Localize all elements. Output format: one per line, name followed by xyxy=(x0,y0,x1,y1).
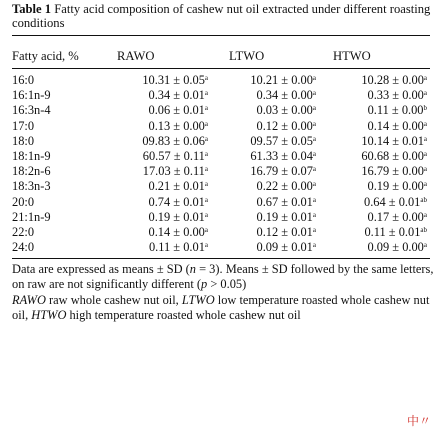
watermark-logo: 中〃 xyxy=(407,414,432,428)
significance-letter: a xyxy=(204,89,208,98)
fatty-acid-cell: 24:0 xyxy=(12,240,35,255)
rawo-cell: 10.31 ± 0.05$^a$ xyxy=(142,73,208,87)
table-row xyxy=(0,103,439,118)
ltwo-cell: 16.79 ± 0.07$^a$ xyxy=(250,164,316,179)
significance-letter: a xyxy=(312,165,316,174)
significance-letter: a xyxy=(312,119,316,128)
ltwo-cell: 0.22 ± 0.00$^a$ xyxy=(256,179,316,194)
significance-letter: a xyxy=(204,165,208,174)
significance-letter: a xyxy=(204,134,208,143)
htwo-cell: 10.14 ± 0.01$^a$ xyxy=(361,133,427,148)
rawo-cell: 0.34 ± 0.01$^a$ xyxy=(148,88,208,103)
ltwo-cell: 10.21 ± 0.00$^a$ xyxy=(250,73,316,87)
table-title: Fatty acid composition of cashew nut oil extracted under different roasting conditions xyxy=(12,2,431,30)
significance-letter: a xyxy=(312,241,316,250)
table-row xyxy=(0,225,439,240)
rawo-cell: 0.13 ± 0.00$^a$ xyxy=(148,118,208,133)
htwo-cell: 0.17 ± 0.00$^a$ xyxy=(367,209,427,224)
significance-letter: a xyxy=(312,74,316,82)
htwo-cell: 10.28 ± 0.00$^a$ xyxy=(361,73,427,87)
fatty-acid-cell: 17:0 xyxy=(12,118,35,133)
significance-letter: a xyxy=(423,210,427,219)
significance-letter: a xyxy=(204,241,208,250)
top-rule xyxy=(12,35,430,36)
htwo-cell: 16.79 ± 0.00$^a$ xyxy=(361,164,427,179)
header-rule xyxy=(12,68,430,69)
significance-letter: a xyxy=(423,119,427,128)
rawo-cell: 0.19 ± 0.01$^a$ xyxy=(148,209,208,224)
htwo-cell: 0.64 ± 0.01$^{ab}$ xyxy=(364,194,427,209)
table-row xyxy=(0,195,439,210)
htwo-cell: 0.09 ± 0.00$^a$ xyxy=(367,240,427,255)
significance-letter: a xyxy=(204,210,208,219)
ltwo-cell: 0.12 ± 0.01$^a$ xyxy=(256,225,316,239)
significance-letter: a xyxy=(312,180,316,189)
table-row xyxy=(0,119,439,134)
table-row xyxy=(0,88,439,103)
significance-letter: a xyxy=(312,104,316,113)
ltwo-cell: 09.57 ± 0.05$^a$ xyxy=(250,133,316,148)
htwo-cell: 0.11 ± 0.01$^{ab}$ xyxy=(364,225,427,239)
rawo-cell: 0.11 ± 0.01$^a$ xyxy=(148,240,208,255)
significance-letter: a xyxy=(312,89,316,98)
table-row xyxy=(0,164,439,179)
significance-letter: a xyxy=(204,150,208,158)
significance-letter: a xyxy=(312,134,316,143)
significance-letter: a xyxy=(423,89,427,98)
fatty-acid-cell: 20:0 xyxy=(12,194,35,209)
significance-letter: a xyxy=(204,180,208,189)
significance-letter: a xyxy=(312,150,316,158)
table-row xyxy=(0,149,439,164)
ltwo-cell: 0.09 ± 0.01$^a$ xyxy=(256,240,316,255)
significance-letter: a xyxy=(423,165,427,174)
footnote-stats: Data are expressed as means ± SD (n = 3). Means ± SD followed by the same letters, on raw are not significantly different (p > 0.05) xyxy=(12,262,434,291)
ltwo-cell: 0.12 ± 0.00$^a$ xyxy=(256,118,316,133)
rawo-cell: 0.21 ± 0.01$^a$ xyxy=(148,179,208,194)
table-label: Table 1 xyxy=(12,2,52,16)
ltwo-cell: 61.33 ± 0.04$^a$ xyxy=(250,149,316,163)
table-caption xyxy=(12,3,432,30)
fatty-acid-cell: 22:0 xyxy=(12,225,35,239)
significance-letter: a xyxy=(423,180,427,189)
table-row xyxy=(0,179,439,194)
rawo-cell: 60.57 ± 0.11$^a$ xyxy=(142,149,208,163)
rawo-cell: 17.03 ± 0.11$^a$ xyxy=(142,164,208,179)
significance-letter: a xyxy=(204,119,208,128)
significance-letter: a xyxy=(204,74,208,82)
header-rawo: RAWO xyxy=(117,49,155,63)
table-row xyxy=(0,240,439,255)
significance-letter: ab xyxy=(420,226,427,234)
ltwo-cell: 0.67 ± 0.01$^a$ xyxy=(256,194,316,209)
rawo-cell: 09.83 ± 0.06$^a$ xyxy=(142,133,208,148)
htwo-cell: 0.33 ± 0.00$^a$ xyxy=(367,88,427,103)
htwo-cell: 0.19 ± 0.00$^a$ xyxy=(367,179,427,194)
table-row xyxy=(0,134,439,149)
significance-letter: a xyxy=(312,195,316,204)
table-row xyxy=(0,210,439,225)
header-fatty-acid: Fatty acid, % xyxy=(12,49,79,63)
significance-letter: a xyxy=(423,241,427,250)
rawo-cell: 0.74 ± 0.01$^a$ xyxy=(148,194,208,209)
fatty-acid-cell: 16:3n-4 xyxy=(12,103,51,118)
fatty-acid-cell: 18:1n-9 xyxy=(12,149,51,163)
fatty-acid-cell: 18:0 xyxy=(12,133,35,148)
ltwo-cell: 0.34 ± 0.00$^a$ xyxy=(256,88,316,103)
significance-letter: a xyxy=(312,226,316,234)
fatty-acid-cell: 18:2n-6 xyxy=(12,164,51,179)
header-htwo: HTWO xyxy=(333,49,371,63)
fatty-acid-cell: 16:0 xyxy=(12,73,35,87)
table-row xyxy=(0,73,439,88)
ltwo-cell: 0.19 ± 0.01$^a$ xyxy=(256,209,316,224)
header-ltwo: LTWO xyxy=(229,49,265,63)
bottom-rule xyxy=(12,258,430,259)
significance-letter: a xyxy=(204,195,208,204)
significance-letter: ab xyxy=(420,195,427,204)
rawo-cell: 0.06 ± 0.01$^a$ xyxy=(148,103,208,118)
htwo-cell: 0.11 ± 0.00$^b$ xyxy=(367,103,427,118)
fatty-acid-cell: 21:1n-9 xyxy=(12,209,51,224)
significance-letter: a xyxy=(423,74,427,82)
significance-letter: b xyxy=(423,104,427,113)
htwo-cell: 0.14 ± 0.00$^a$ xyxy=(367,118,427,133)
significance-letter: a xyxy=(423,150,427,158)
significance-letter: a xyxy=(204,226,208,234)
rawo-cell: 0.14 ± 0.00$^a$ xyxy=(148,225,208,239)
fatty-acid-cell: 18:3n-3 xyxy=(12,179,51,194)
significance-letter: a xyxy=(423,134,427,143)
significance-letter: a xyxy=(204,104,208,113)
ltwo-cell: 0.03 ± 0.00$^a$ xyxy=(256,103,316,118)
significance-letter: a xyxy=(312,210,316,219)
htwo-cell: 60.68 ± 0.00$^a$ xyxy=(361,149,427,163)
footnote-abbreviations: RAWO raw whole cashew nut oil, LTWO low temperature roasted whole cashew nut oil, HTWO high temperature roasted whole cashew nut oil xyxy=(12,293,430,322)
fatty-acid-cell: 16:1n-9 xyxy=(12,88,51,103)
